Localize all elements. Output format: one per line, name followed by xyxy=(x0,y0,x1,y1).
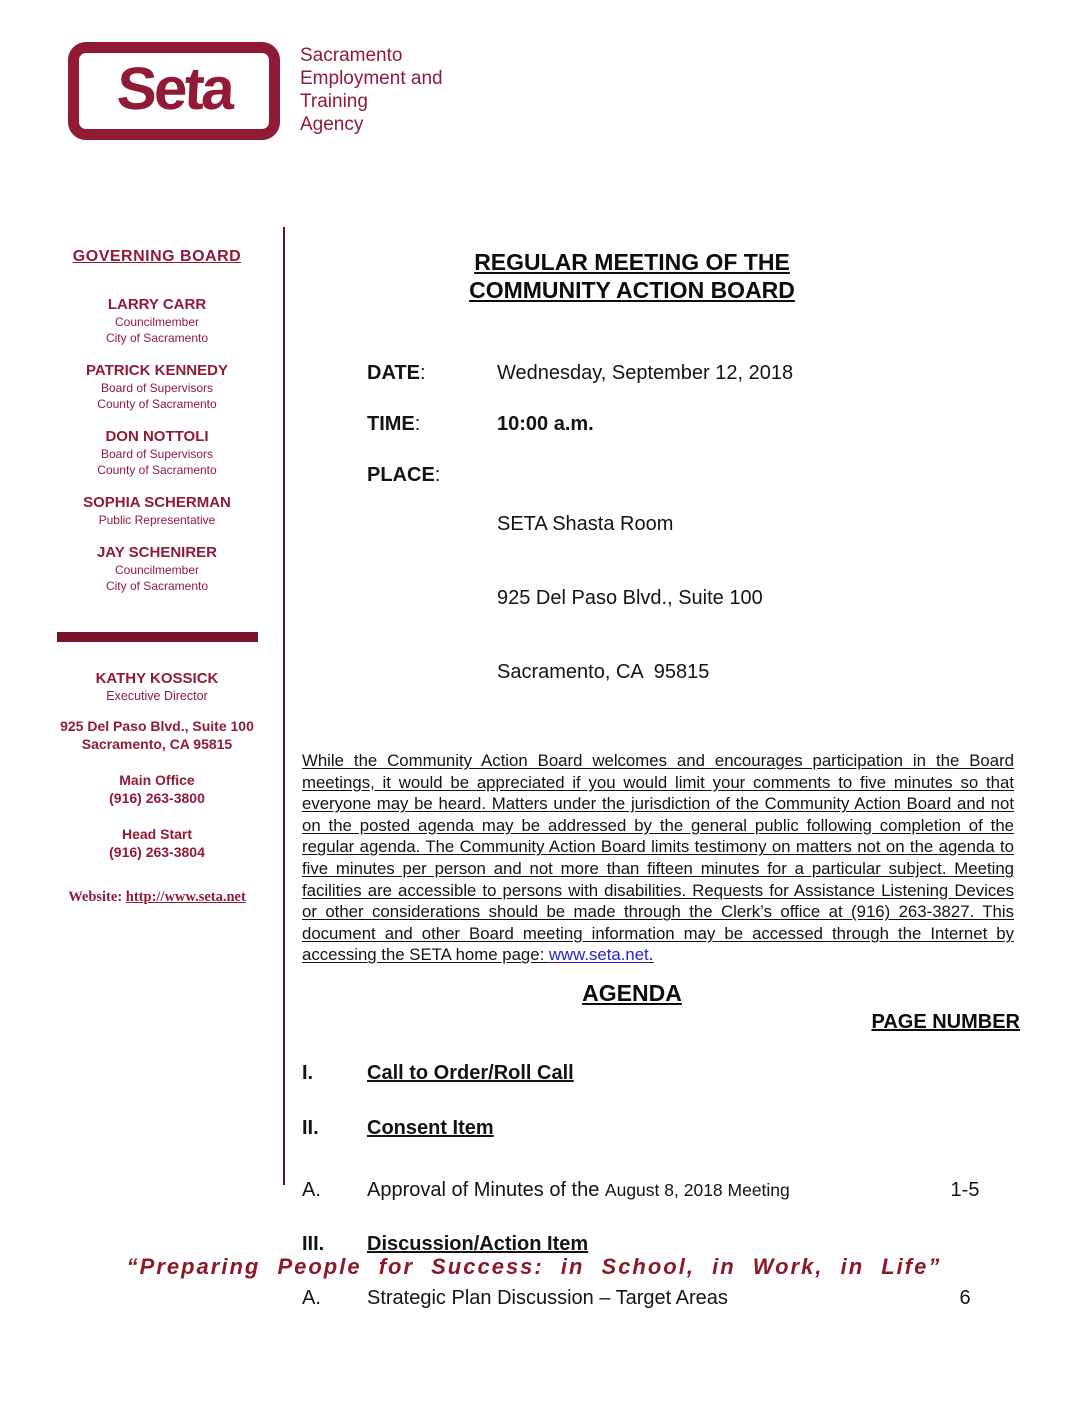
address-line: 925 Del Paso Blvd., Suite 100 xyxy=(60,718,254,734)
website-block xyxy=(48,889,266,906)
member-name: LARRY CARR xyxy=(107,296,207,313)
place-value xyxy=(497,464,763,732)
org-name-line: Training xyxy=(300,91,368,112)
member-name: JAY SCHENIRER xyxy=(96,544,218,561)
member-role: Board of Supervisors xyxy=(100,381,214,395)
item-text: Discussion/Action Item xyxy=(367,1232,589,1255)
item-page xyxy=(910,1116,1020,1140)
board-member xyxy=(48,544,266,594)
member-role: City of Sacramento xyxy=(105,579,209,593)
board-member xyxy=(48,428,266,478)
meta-row-time xyxy=(302,413,1020,436)
notice-period: . xyxy=(648,945,654,965)
item-text: Call to Order/Roll Call xyxy=(367,1061,574,1084)
member-role: Public Representative xyxy=(98,513,216,527)
agenda-item-consent xyxy=(302,1116,1020,1140)
board-member xyxy=(48,296,266,346)
org-name-line: Employment and xyxy=(300,68,443,89)
website-link[interactable]: http://www.seta.net xyxy=(125,889,246,905)
main-office-block xyxy=(48,771,266,807)
date-label: DATE: xyxy=(367,362,426,384)
item-number: III. xyxy=(302,1232,325,1255)
sidebar-divider-bar xyxy=(57,632,258,642)
item-page: 6 xyxy=(959,1286,971,1309)
seta-logo-mark: Seta xyxy=(115,55,234,122)
meta-row-date xyxy=(302,362,1020,385)
item-page xyxy=(910,1061,1020,1085)
board-member xyxy=(48,362,266,412)
item-page xyxy=(910,1232,1020,1256)
head-start-block xyxy=(48,825,266,861)
member-role: Board of Supervisors xyxy=(100,447,214,461)
item-number: II. xyxy=(302,1116,319,1139)
governing-board-heading: GOVERNING BOARD xyxy=(72,248,242,265)
member-role: County of Sacramento xyxy=(97,463,217,477)
item-number: A. xyxy=(302,1286,321,1309)
member-role: Councilmember xyxy=(114,315,200,329)
place-line: SETA Shasta Room xyxy=(497,513,674,535)
agenda-item-call-to-order xyxy=(302,1061,1020,1085)
main-content xyxy=(302,248,1020,1310)
item-text: Consent Item xyxy=(367,1116,494,1139)
governing-board-sidebar xyxy=(48,248,266,906)
notice-text: While the Community Action Board welcomes and encourages participation in the Board meetings, it would be appreciated if you would limit your comments to five minutes so that everyone may be heard. Matters under the jurisdiction of the Community Action Board and not on the posted agenda may be addressed by the general public following completion of the regular agenda. The Community Action Board limits testimony on matters not on the agenda to five minutes per person and not more than fifteen minutes for a particular subject. Meeting facilities are accessible to persons with disabilities. Requests for Assistance Listening Devices or other considerations should be made through the Clerk’s office at (916) 263-3827. This document and other Board meeting information may be accessed through the Internet by accessing the SETA home page: xyxy=(302,751,1014,965)
seta-homepage-link[interactable]: www.seta.net xyxy=(548,945,649,965)
member-name: SOPHIA SCHERMAN xyxy=(83,494,231,511)
place-line: 925 Del Paso Blvd., Suite 100 xyxy=(497,587,763,609)
title-line-2: COMMUNITY ACTION BOARD xyxy=(469,277,795,303)
director-name: KATHY KOSSICK xyxy=(95,670,219,687)
head-start-phone: (916) 263-3804 xyxy=(109,844,205,860)
address-line: Sacramento, CA 95815 xyxy=(81,736,233,752)
agenda-heading: AGENDA xyxy=(582,979,682,1006)
item-number: I. xyxy=(302,1061,314,1084)
member-name: PATRICK KENNEDY xyxy=(86,362,228,379)
main-office-label: Main Office xyxy=(119,772,195,788)
director-title: Executive Director xyxy=(106,689,208,703)
page-number-heading: PAGE NUMBER xyxy=(871,1010,1020,1033)
agency-address xyxy=(48,717,266,753)
member-role: City of Sacramento xyxy=(105,331,209,345)
item-text: Strategic Plan Discussion – Target Areas xyxy=(367,1286,728,1309)
meeting-meta xyxy=(302,362,1020,732)
agenda-item-discussion-action xyxy=(302,1232,1020,1256)
item-text: Approval of Minutes of the August 8, 2018 Meeting xyxy=(367,1178,790,1201)
public-participation-notice xyxy=(302,750,1014,966)
agenda-item-minutes-approval xyxy=(302,1178,1020,1202)
executive-director-block xyxy=(48,669,266,704)
org-name-line: Sacramento xyxy=(300,45,403,66)
meta-row-place xyxy=(302,464,1020,732)
title-line-1: REGULAR MEETING OF THE xyxy=(474,249,790,275)
website-label: Website: xyxy=(68,889,126,905)
item-number: A. xyxy=(302,1178,321,1201)
place-label: PLACE: xyxy=(367,464,441,486)
vertical-divider xyxy=(283,227,285,1185)
time-label: TIME: xyxy=(367,413,421,435)
item-page: 1-5 xyxy=(950,1178,980,1201)
agenda-item-strategic-plan xyxy=(302,1286,1020,1310)
date-value: Wednesday, September 12, 2018 xyxy=(497,362,794,384)
member-role: County of Sacramento xyxy=(97,397,217,411)
board-member xyxy=(48,494,266,528)
main-office-phone: (916) 263-3800 xyxy=(109,790,205,806)
head-start-label: Head Start xyxy=(121,826,193,842)
place-line: Sacramento, CA 95815 xyxy=(497,661,710,683)
org-name-line: Agency xyxy=(300,114,364,135)
seta-logo xyxy=(68,42,280,140)
agency-motto: “Preparing People for Success: in School, in Work, in Life” xyxy=(126,1254,942,1279)
member-name: DON NOTTOLI xyxy=(105,428,209,445)
org-name xyxy=(300,44,443,136)
document-title xyxy=(302,248,1020,304)
time-value: 10:00 a.m. xyxy=(497,413,594,435)
member-role: Councilmember xyxy=(114,563,200,577)
